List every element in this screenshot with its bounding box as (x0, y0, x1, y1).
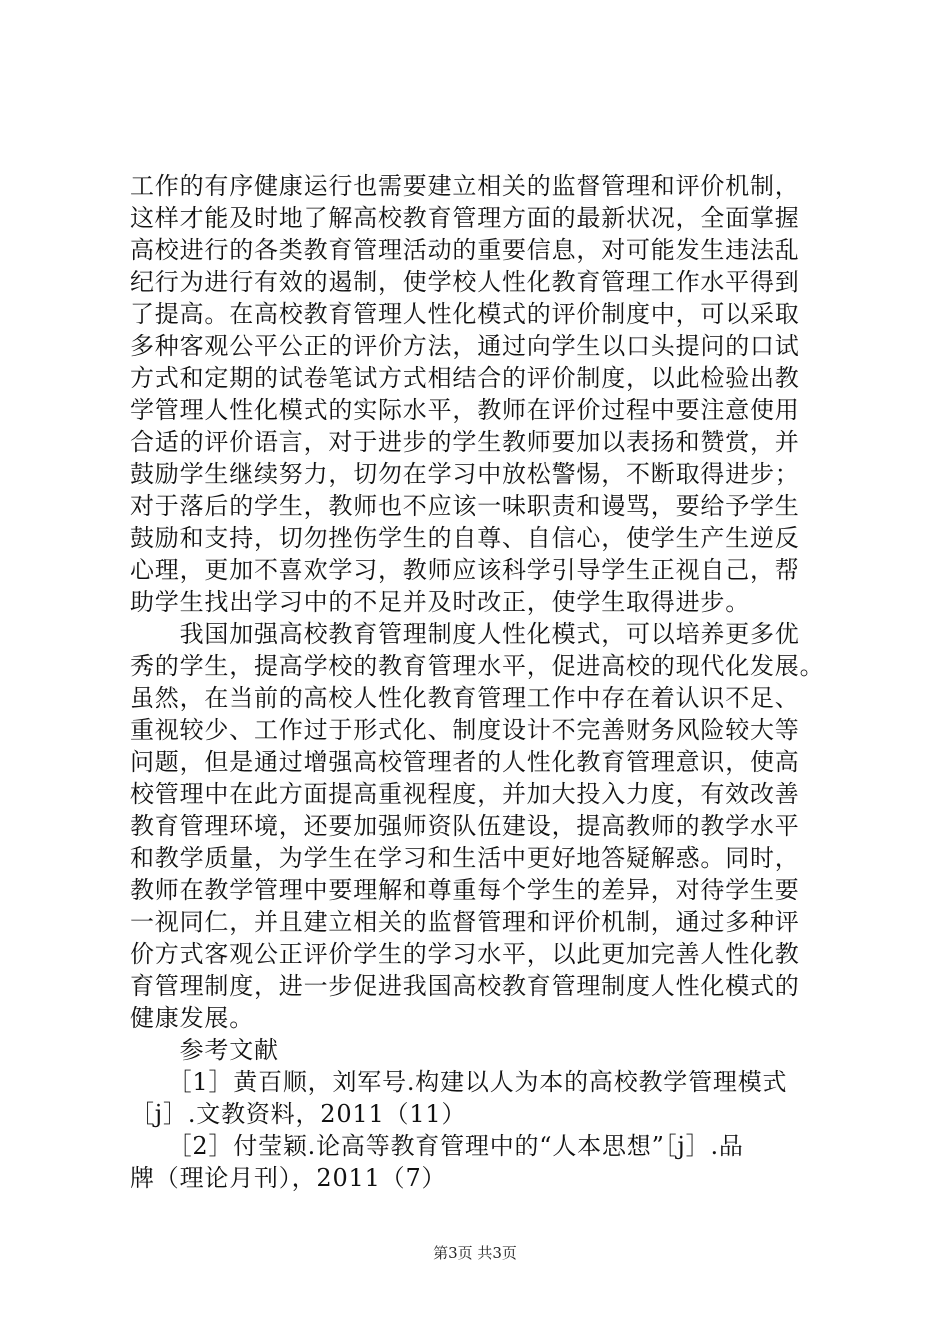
reference-line: 牌（理论月刊），2011（7） (130, 1164, 447, 1192)
reference-line: ［2］付莹颖.论高等教育管理中的“人本思想”［j］.品 (130, 1132, 744, 1160)
paragraph-line: 学管理人性化模式的实际水平，教师在评价过程中要注意使用 (130, 396, 800, 424)
reference-line: ［1］黄百顺，刘军号.构建以人为本的高校教学管理模式 (130, 1068, 788, 1096)
paragraph-line: 我国加强高校教育管理制度人性化模式，可以培养更多优 (130, 620, 800, 648)
paragraph-line: 一视同仁，并且建立相关的监督管理和评价机制，通过多种评 (130, 908, 800, 936)
paragraph-line: 这样才能及时地了解高校教育管理方面的最新状况，全面掌握 (130, 204, 800, 232)
paragraph-line: 价方式客观公正评价学生的学习水平，以此更加完善人性化教 (130, 940, 800, 968)
paragraph-line: 纪行为进行有效的遏制，使学校人性化教育管理工作水平得到 (130, 268, 800, 296)
paragraph-line: 多种客观公平公正的评价方法，通过向学生以口头提问的口试 (130, 332, 800, 360)
paragraph-line: 了提高。在高校教育管理人性化模式的评价制度中，可以采取 (130, 300, 800, 328)
paragraph-line: 虽然，在当前的高校人性化教育管理工作中存在着认识不足、 (130, 684, 800, 712)
paragraph-line: 高校进行的各类教育管理活动的重要信息，对可能发生违法乱 (130, 236, 800, 264)
paragraph-line: 鼓励和支持，切勿挫伤学生的自尊、自信心，使学生产生逆反 (130, 524, 800, 552)
paragraph-line: 健康发展。 (130, 1004, 254, 1032)
paragraph-line: 对于落后的学生，教师也不应该一味职责和谩骂，要给予学生 (130, 492, 800, 520)
paragraph-line: 校管理中在此方面提高重视程度，并加大投入力度，有效改善 (130, 780, 800, 808)
paragraph-line: 鼓励学生继续努力，切勿在学习中放松警惕，不断取得进步； (130, 460, 800, 488)
paragraph-line: 和教学质量，为学生在学习和生活中更好地答疑解惑。同时， (130, 844, 800, 872)
page-number-footer: 第3页 共3页 (433, 1244, 517, 1262)
paragraph-line: 教师在教学管理中要理解和尊重每个学生的差异，对待学生要 (130, 876, 800, 904)
references-heading: 参考文献 (130, 1036, 279, 1064)
paragraph-line: 重视较少、工作过于形式化、制度设计不完善财务风险较大等 (130, 716, 800, 744)
paragraph-line: 助学生找出学习中的不足并及时改正，使学生取得进步。 (130, 588, 750, 616)
paragraph-line: 教育管理环境，还要加强师资队伍建设，提高教师的教学水平 (130, 812, 800, 840)
paragraph-line: 合适的评价语言，对于进步的学生教师要加以表扬和赞赏，并 (130, 428, 800, 456)
paragraph-line: 心理，更加不喜欢学习，教师应该科学引导学生正视自己，帮 (130, 556, 800, 584)
paragraph-line: 工作的有序健康运行也需要建立相关的监督管理和评价机制， (130, 172, 800, 200)
reference-line: ［j］.文教资料，2011（11） (130, 1100, 467, 1128)
paragraph-line: 问题，但是通过增强高校管理者的人性化教育管理意识，使高 (130, 748, 800, 776)
paragraph-line: 方式和定期的试卷笔试方式相结合的评价制度，以此检验出教 (130, 364, 800, 392)
paragraph-line: 秀的学生，提高学校的教育管理水平，促进高校的现代化发展。 (130, 652, 825, 680)
paragraph-line: 育管理制度，进一步促进我国高校教育管理制度人性化模式的 (130, 972, 800, 1000)
